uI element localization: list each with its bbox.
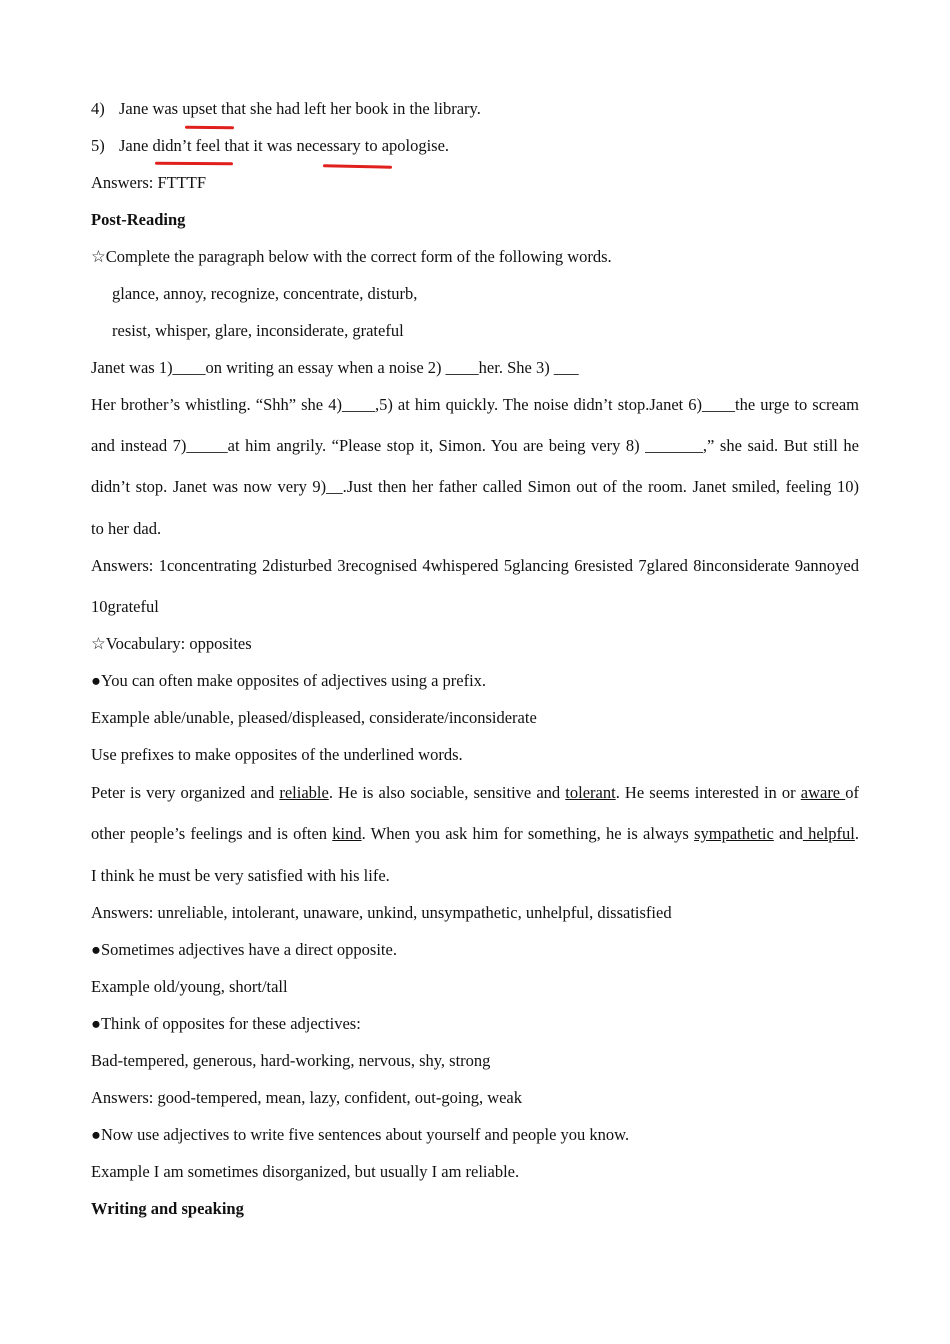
vocabulary-heading: ☆Vocabulary: opposites <box>91 634 252 653</box>
red-annotation-underline <box>155 162 233 165</box>
red-annotation-underline <box>185 126 234 129</box>
bullet-write: ●Now use adjectives to write five sentences about yourself and people you know. <box>91 1125 630 1144</box>
underlined-word: aware <box>800 783 846 802</box>
bullet-think: ●Think of opposites for these adjectives: <box>91 1014 361 1033</box>
text-segment: Peter is very organized and <box>91 783 280 802</box>
underlined-word: tolerant <box>565 783 616 802</box>
peter-line-3: I think he must be very satisfied with his life. <box>91 866 390 885</box>
paragraph-line-3: and instead 7)_____at him angrily. “Please stop it, Simon. You are being very 8) _______,” she said. But still he <box>91 436 859 455</box>
example-prefix: Example able/unable, pleased/displeased, considerate/inconsiderate <box>91 708 537 727</box>
text-segment: . He is also sociable, sensitive and <box>328 783 566 802</box>
text-segment: . He seems interested in or <box>615 783 801 802</box>
use-prefixes-instruction: Use prefixes to make opposites of the underlined words. <box>91 745 463 764</box>
statement-number: 5) <box>91 136 105 155</box>
bullet-direct-opposite: ●Sometimes adjectives have a direct opposite. <box>91 940 397 959</box>
answers-true-false: Answers: FTTTF <box>91 173 207 192</box>
bullet-prefix: ●You can often make opposites of adjectives using a prefix. <box>91 671 487 690</box>
post-reading-heading: Post-Reading <box>91 210 186 229</box>
word-list-line-1: glance, annoy, recognize, concentrate, disturb, <box>112 284 418 303</box>
statement-number: 4) <box>91 99 105 118</box>
example-direct: Example old/young, short/tall <box>91 977 288 996</box>
adjective-list: Bad-tempered, generous, hard-working, nervous, shy, strong <box>91 1051 491 1070</box>
answers-direct: Answers: good-tempered, mean, lazy, confident, out-going, weak <box>91 1088 523 1107</box>
underlined-word: sympathetic <box>694 824 774 843</box>
word-list-line-2: resist, whisper, glare, inconsiderate, grateful <box>112 321 404 340</box>
answers-prefix: Answers: unreliable, intolerant, unaware, unkind, unsympathetic, unhelpful, dissatisfied <box>91 903 672 922</box>
peter-line-2 <box>91 823 859 845</box>
statement-5 <box>91 135 449 157</box>
text-segment: . <box>854 824 859 843</box>
underlined-word: reliable <box>279 783 329 802</box>
complete-instruction: ☆Complete the paragraph below with the correct form of the following words. <box>91 247 612 266</box>
example-write: Example I am sometimes disorganized, but usually I am reliable. <box>91 1162 520 1181</box>
underlined-word: kind <box>332 824 362 843</box>
statement-text: Jane didn’t feel that it was necessary to apologise. <box>119 136 450 155</box>
answers-paragraph-line-2: 10grateful <box>91 597 159 616</box>
underlined-word: helpful <box>802 824 855 843</box>
paragraph-line-5: to her dad. <box>91 519 162 538</box>
text-segment: and <box>773 824 803 843</box>
statement-text: Jane was upset that she had left her book in the library. <box>119 99 481 118</box>
paragraph-line-4: didn’t stop. Janet was now very 9)__.Just then her father called Simon out of the room. Janet smiled, feeling 10) <box>91 477 859 496</box>
text-segment: other people’s feelings and is often <box>91 824 333 843</box>
peter-line-1 <box>91 782 859 804</box>
answers-paragraph-line-1: Answers: 1concentrating 2disturbed 3recognised 4whispered 5glancing 6resisted 7glared 8inconsiderate 9annoyed <box>91 556 859 575</box>
paragraph-line-2: Her brother’s whistling. “Shh” she 4)____,5) at him quickly. The noise didn’t stop.Janet 6)____the urge to scream <box>91 395 859 414</box>
text-segment: . When you ask him for something, he is always <box>361 824 695 843</box>
red-annotation-underline <box>323 164 392 168</box>
text-segment: of <box>845 783 859 802</box>
statement-4 <box>91 98 481 120</box>
writing-speaking-heading: Writing and speaking <box>91 1199 244 1218</box>
paragraph-line-1: Janet was 1)____on writing an essay when a noise 2) ____her. She 3) ___ <box>91 358 579 377</box>
